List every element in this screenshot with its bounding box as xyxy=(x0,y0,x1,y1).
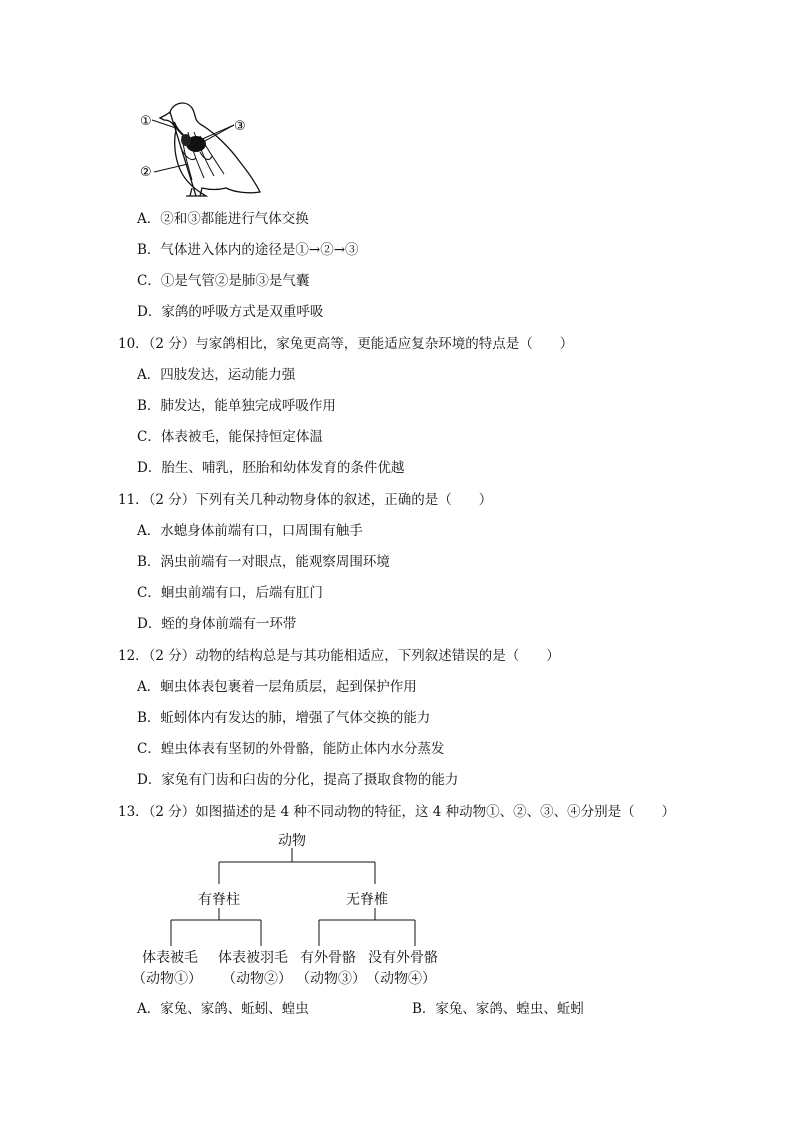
tree-leaf-4-label: 没有外骨骼 xyxy=(368,950,438,966)
tree-leaf-4-animal: （动物④） xyxy=(366,971,436,987)
tree-leaf-3-animal: （动物③） xyxy=(296,971,366,987)
q12-stem: 12．（2 分）动物的结构总是与其功能相适应，下列叙述错误的是（ ） xyxy=(118,648,560,664)
q10-stem: 10．（2 分）与家鸽相比，家兔更高等，更能适应复杂环境的特点是（ ） xyxy=(118,336,574,352)
q11-stem: 11．（2 分）下列有关几种动物身体的叙述，正确的是（ ） xyxy=(118,492,493,508)
tree-leaf-2-label: 体表被羽毛 xyxy=(218,950,288,966)
tree-node-vertebrate: 有脊柱 xyxy=(198,892,240,908)
q12-option-a: A．蛔虫体表包裹着一层角质层，起到保护作用 xyxy=(137,679,417,695)
tree-leaf-1-animal: （动物①） xyxy=(132,971,202,987)
q13-stem: 13．（2 分）如图描述的是 4 种不同动物的特征，这 4 种动物①、②、③、④分别是（ ） xyxy=(118,804,676,820)
q11-option-c: C．蛔虫前端有口，后端有肛门 xyxy=(137,585,323,601)
tree-leaf-2-animal: （动物②） xyxy=(222,971,292,987)
q12-option-b: B．蚯蚓体内有发达的肺，增强了气体交换的能力 xyxy=(137,710,431,726)
q10-option-a: A．四肢发达，运动能力强 xyxy=(137,367,296,383)
bird-respiratory-figure xyxy=(130,92,270,202)
q9-option-d: D．家鸽的呼吸方式是双重呼吸 xyxy=(137,304,324,320)
q11-option-a: A．水螅身体前端有口，口周围有触手 xyxy=(137,523,363,539)
q9-option-a: A．②和③都能进行气体交换 xyxy=(137,211,309,227)
tree-root: 动物 xyxy=(278,833,306,849)
label-3: ③ xyxy=(234,119,246,134)
q10-option-d: D．胎生、哺乳，胚胎和幼体发育的条件优越 xyxy=(137,460,405,476)
q9-option-b: B．气体进入体内的途径是①→②→③ xyxy=(137,242,359,258)
q10-option-c: C．体表被毛，能保持恒定体温 xyxy=(137,429,323,445)
bird-outline xyxy=(160,103,260,196)
q11-option-b: B．涡虫前端有一对眼点，能观察周围环境 xyxy=(137,554,390,570)
q12-option-d: D．家兔有门齿和臼齿的分化，提高了摄取食物的能力 xyxy=(137,772,459,788)
tree-node-invertebrate: 无脊椎 xyxy=(346,892,388,908)
tree-leaf-1-label: 体表被毛 xyxy=(142,950,198,966)
q11-option-d: D．蛭的身体前端有一环带 xyxy=(137,616,297,632)
q10-option-b: B．肺发达，能单独完成呼吸作用 xyxy=(137,398,336,414)
q9-option-c: C．①是气管②是肺③是气囊 xyxy=(137,273,310,289)
q13-option-a: A．家兔、家鸽、蚯蚓、蝗虫 xyxy=(137,1001,309,1017)
label-2: ② xyxy=(140,165,152,180)
q12-option-c: C．蝗虫体表有坚韧的外骨骼，能防止体内水分蒸发 xyxy=(137,741,445,757)
label-1: ① xyxy=(140,114,152,129)
q13-option-b: B．家兔、家鸽、蝗虫、蚯蚓 xyxy=(412,1001,584,1017)
tree-leaf-3-label: 有外骨骼 xyxy=(300,950,356,966)
